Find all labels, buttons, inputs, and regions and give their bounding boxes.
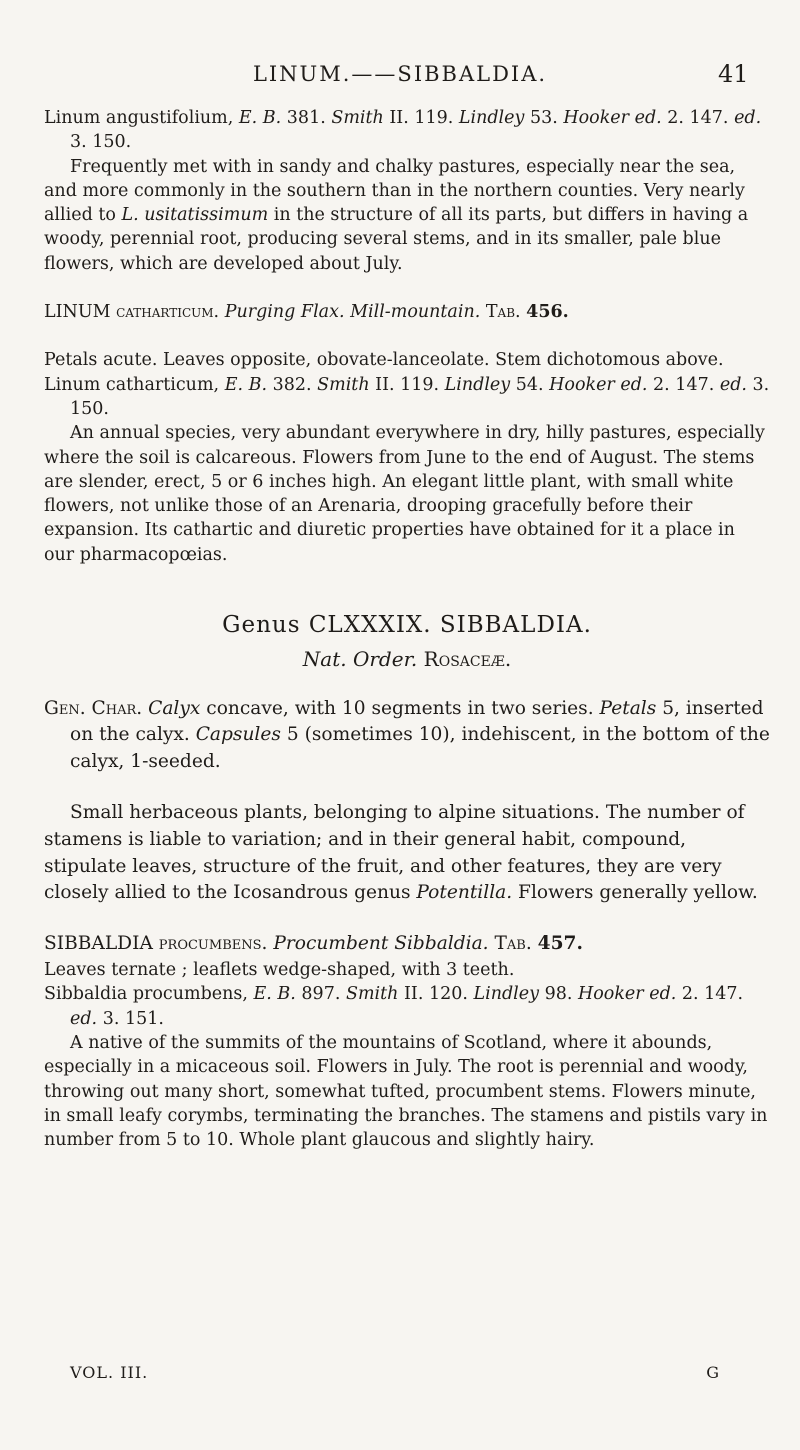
- description-linum-angustifolium: Frequently met with in sandy and chalky pastures, especially near the sea, and more commonly in the southern than in the northern counties. Very nearly allied to L. usitatissimum in the structure of all its parts, but differs in having a woody, perennial root, producing several stems, and in its smaller, pale blue flowers, which are developed about July.: [44, 156, 749, 274]
- page-footer: [70, 1363, 720, 1382]
- generic-character: Gen. Char. Calyx concave, with 10 segments in two series. Petals 5, inserted on the calyx. Capsules 5 (sometimes 10), indehiscent, in the bottom of the calyx, 1-seeded.: [44, 697, 770, 773]
- genus-heading: Genus CLXXXIX. SIBBALDIA.: [222, 612, 592, 639]
- page-body: [44, 106, 770, 1152]
- running-title: LINUM.——SIBBALDIA.: [252, 62, 548, 86]
- diagnosis-linum-catharticum: Petals acute. Leaves opposite, obovate-lanceolate. Stem dichotomous above.: [44, 350, 724, 371]
- page-number: 41: [718, 60, 749, 88]
- synonymy-sibbaldia-procumbens: Sibbaldia procumbens, E. B. 897. Smith II. 120. Lindley 98. Hooker ed. 2. 147. ed. 3. 151.: [44, 984, 744, 1029]
- species-heading-linum-catharticum: LINUM catharticum. Purging Flax. Mill-mountain. Tab. 456.: [44, 302, 569, 323]
- diagnosis-sibbaldia-procumbens: Leaves ternate ; leaflets wedge-shaped, with 3 teeth.: [44, 960, 515, 981]
- genus-description: Small herbaceous plants, belonging to alpine situations. The number of stamens is liable to variation; and in their general habit, compound, stipulate leaves, structure of the fruit, and other features, they are very closely allied to the Icosandrous genus Potentilla. Flowers generally yellow.: [44, 802, 758, 904]
- description-sibbaldia-procumbens: A native of the summits of the mountains of Scotland, where it abounds, especially in a micaceous soil. Flowers in July. The root is perennial and woody, throwing out many short, somewhat tufted, procumbent stems. Flowers minute, in small leafy corymbs, terminating the branches. The stamens and pistils vary in number from 5 to 10. Whole plant glaucous and slightly hairy.: [44, 1032, 768, 1151]
- signature-mark: G: [706, 1363, 720, 1382]
- synonymy-linum-angustifolium: Linum angustifolium, E. B. 381. Smith II. 119. Lindley 53. Hooker ed. 2. 147. ed. 3. 150.: [44, 108, 762, 153]
- volume-label: VOL. III.: [70, 1363, 149, 1382]
- description-linum-catharticum: An annual species, very abundant everywhere in dry, hilly pastures, especially where the soil is calcareous. Flowers from June to the end of August. The stems are slender, erect, 5 or 6 inches high. An elegant little plant, with small white flowers, not unlike those of an Arenaria, drooping gracefully before their expansion. Its cathartic and diuretic properties have obtained for it a place in our pharmacopœias.: [44, 423, 765, 565]
- natural-order: Nat. Order. Rosaceæ.: [302, 647, 512, 672]
- synonymy-linum-catharticum: Linum catharticum, E. B. 382. Smith II. 119. Lindley 54. Hooker ed. 2. 147. ed. 3. 150.: [44, 374, 770, 419]
- species-heading-sibbaldia-procumbens: SIBBALDIA procumbens. Procumbent Sibbaldia. Tab. 457.: [44, 933, 583, 955]
